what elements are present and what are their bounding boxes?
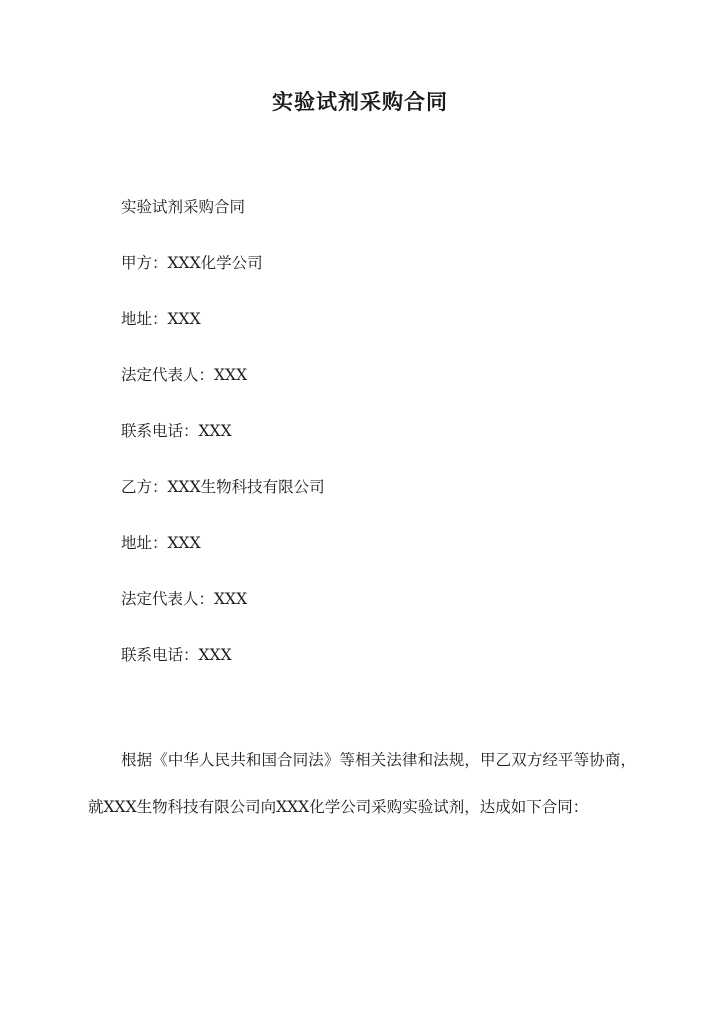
intro-paragraph: 根据《中华人民共和国合同法》等相关法律和法规，甲乙双方经平等协商，就XXX生物科技有限公司向XXX化学公司采购实验试剂，达成如下合同： bbox=[88, 751, 636, 816]
party-b-representative-line: 法定代表人：XXX bbox=[121, 590, 248, 608]
party-a-address-line: 地址：XXX bbox=[121, 310, 201, 328]
party-a-representative-line: 法定代表人：XXX bbox=[121, 366, 248, 384]
document-title: 实验试剂采购合同 bbox=[272, 89, 448, 114]
party-b-phone-line: 联系电话：XXX bbox=[121, 646, 232, 664]
party-b-line: 乙方：XXX生物科技有限公司 bbox=[121, 478, 325, 496]
contract-name-line: 实验试剂采购合同 bbox=[121, 198, 246, 216]
party-a-phone-line: 联系电话：XXX bbox=[121, 422, 232, 440]
party-b-address-line: 地址：XXX bbox=[121, 534, 201, 552]
party-a-line: 甲方：XXX化学公司 bbox=[121, 254, 263, 272]
